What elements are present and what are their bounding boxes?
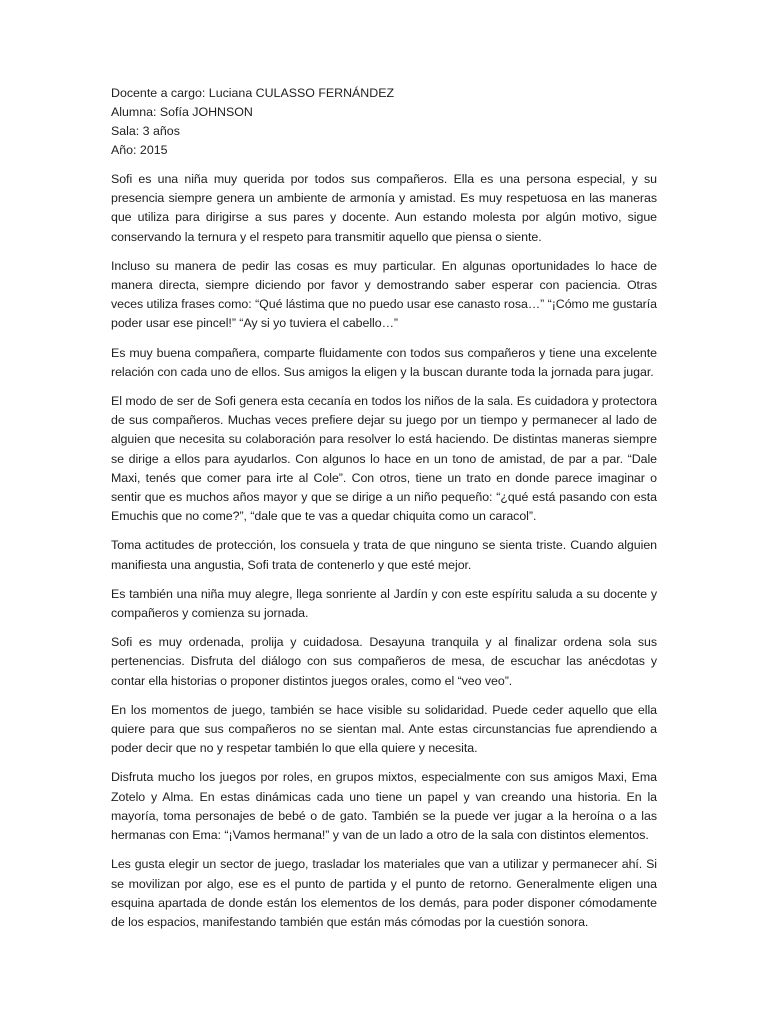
room-line: Sala: 3 años [111,124,180,138]
report-body [111,170,657,932]
paragraph: Sofi es muy ordenada, prolija y cuidadosa. Desayuna tranquila y al finalizar ordena sola sus pertenencias. Disfruta del diálogo con sus compañeros de mesa, de escuchar las anécdotas y contar ella historias o proponer distintos juegos orales, como el “veo veo”. [111,635,657,688]
paragraph: Es muy buena compañera, comparte fluidamente con todos sus compañeros y tiene una excelente relación con cada uno de ellos. Sus amigos la eligen y la buscan durante toda la jornada para jugar. [111,345,657,379]
teacher-line: Docente a cargo: Luciana CULASSO FERNÁNDEZ [111,86,395,100]
paragraph: Incluso su manera de pedir las cosas es muy particular. En algunas oportunidades lo hace de manera directa, siempre diciendo por favor y demostrando saber esperar con paciencia. Otras veces utiliza frases como: “Qué lástima que no puedo usar ese canasto rosa…” “¡Cómo me gustaría poder usar ese pincel!” “Ay si yo tuviera el cabello…” [111,258,657,331]
paragraph: Disfruta mucho los juegos por roles, en grupos mixtos, especialmente con sus amigos Maxi, Ema Zotelo y Alma. En estas dinámicas cada uno tiene un papel y van creando una historia. En la mayoría, toma personajes de bebé o de gato. También se la puede ver jugar a la heroína o a las hermanas con Ema: “¡Vamos hermana!” y van de un lado a otro de la sala con distintos elementos. [111,770,657,843]
student-line: Alumna: Sofía JOHNSON [111,105,253,119]
paragraph: El modo de ser de Sofi genera esta cecanía en todos los niños de la sala. Es cuidadora y protectora de sus compañeros. Muchas veces prefiere dejar su juego por un tiempo y permanecer al lado de alguien que necesita su colaboración para resolver lo está haciendo. De distintas maneras siempre se dirige a ellos para ayudarlos. Con algunos lo hace en un tono de amistad, de par a par. “Dale Maxi, tenés que comer para irte al Cole”. Con otros, tiene un trato en donde parece imaginar o sentir que es muchos años mayor y que se dirige a un niño pequeño: “¿qué está pasando con esta Emuchis que no come?”, “dale que te vas a quedar chiquita como un caracol”. [111,394,657,524]
year-line: Año: 2015 [111,143,168,157]
paragraph: Toma actitudes de protección, los consuela y trata de que ninguno se sienta triste. Cuando alguien manifiesta una angustia, Sofi trata de contenerlo y que esté mejor. [111,538,657,572]
paragraph: Sofi es una niña muy querida por todos sus compañeros. Ella es una persona especial, y su presencia siempre genera un ambiente de armonía y amistad. Es muy respetuosa en las maneras que utiliza para dirigirse a sus pares y docente. Aun estando molesta por algún motivo, sigue conservando la ternura y el respeto para transmitir aquello que piensa o siente. [111,172,657,244]
report-header [111,84,657,160]
paragraph: En los momentos de juego, también se hace visible su solidaridad. Puede ceder aquello que ella quiere para que sus compañeros no se sientan mal. Ante estas circunstancias fue aprendiendo a poder decir que no y respetar también lo que ella quiere y necesita. [111,702,657,756]
paragraph: Les gusta elegir un sector de juego, trasladar los materiales que van a utilizar y permanecer ahí. Si se movilizan por algo, ese es el punto de partida y el punto de retorno. Generalmente eligen una esquina apartada de donde están los elementos de los demás, para poder disponer cómodamente de los espacios, manifestando también que están más cómodas por la cuestión sonora. [111,857,657,929]
paragraph: Es también una niña muy alegre, llega sonriente al Jardín y con este espíritu saluda a su docente y compañeros y comienza su jornada. [111,586,657,621]
